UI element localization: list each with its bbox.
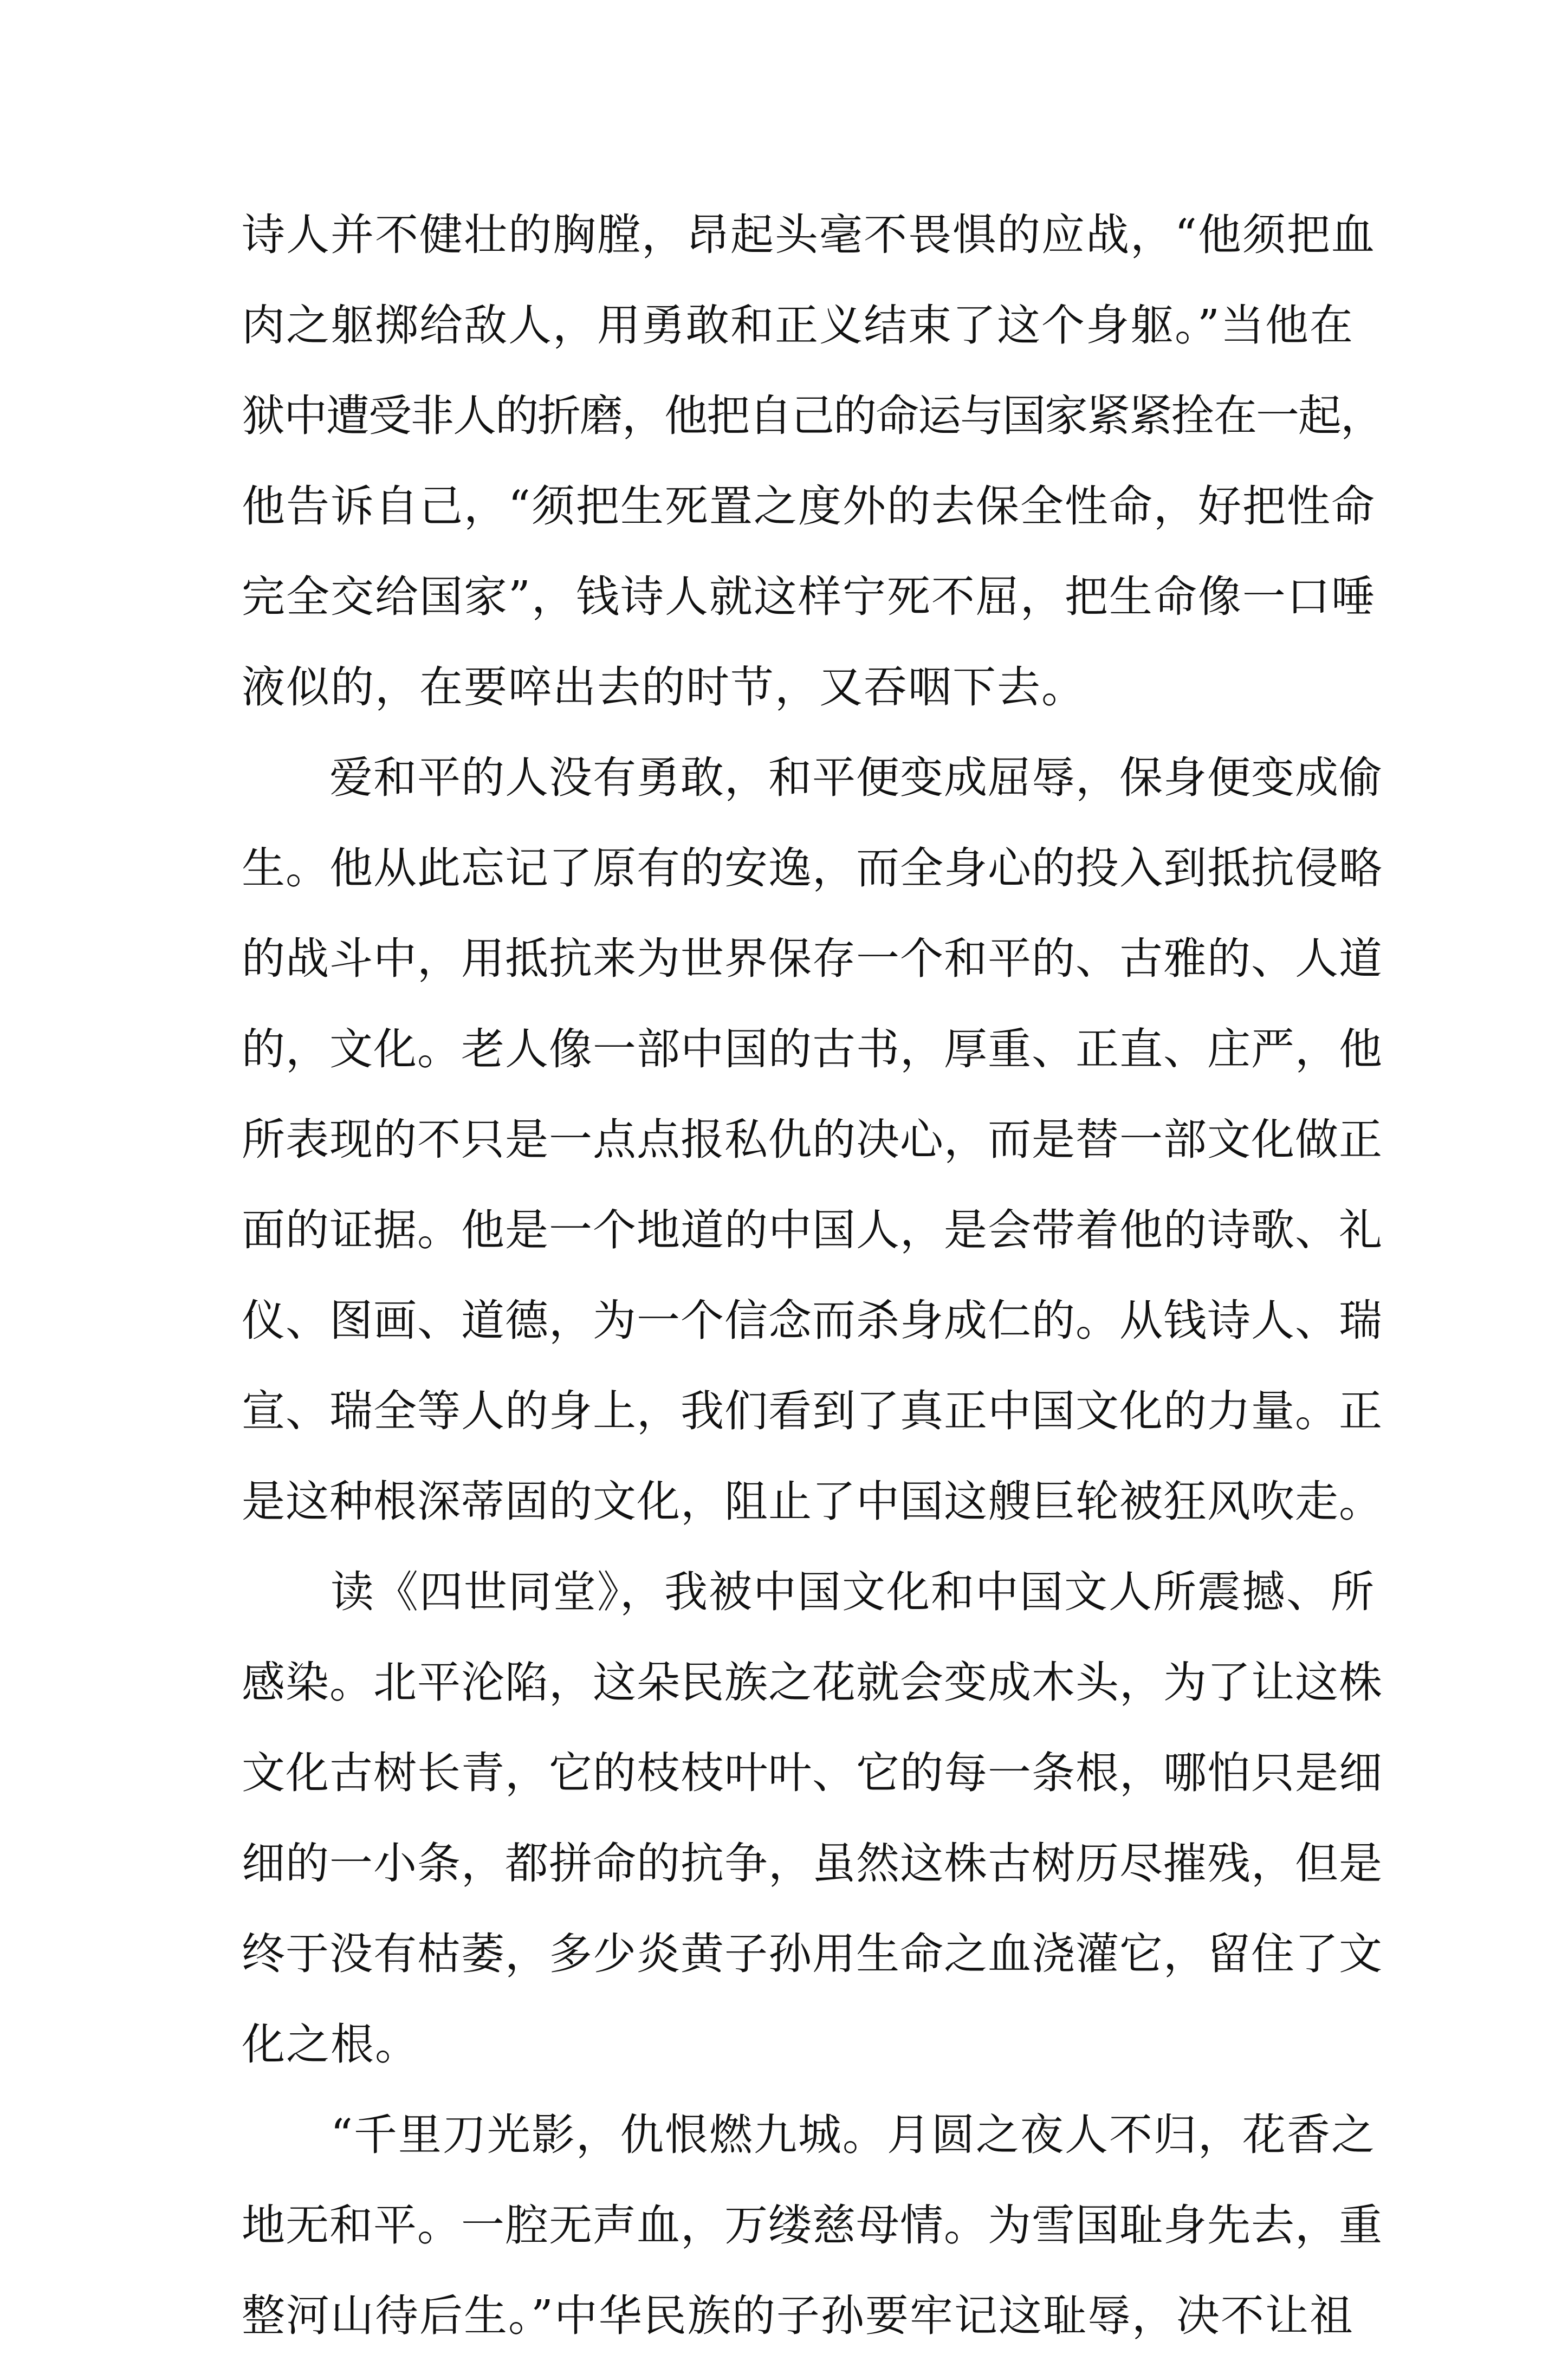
text-line: 地无和平。一腔无声血，万缕慈母情。为雪国耻身先去，重 — [242, 2200, 1383, 2250]
text-line: 文化古树长青，它的枝枝叶叶、它的每一条根，哪怕只是细 — [242, 1748, 1383, 1798]
text-line: 宣、瑞全等人的身上，我们看到了真正中国文化的力量。正 — [242, 1386, 1383, 1436]
text-line: 终于没有枯萎，多少炎黄子孙用生命之血浇灌它，留住了文 — [242, 1929, 1383, 1979]
text-line: 肉之躯掷给敌人，用勇敢和正义结束了这个身躯。”当他在 — [242, 300, 1354, 351]
text-line: 整河山待后生。”中华民族的子孙要牢记这耻辱，决不让祖 — [242, 2291, 1354, 2341]
text-line: 他告诉自己，“须把生死置之度外的去保全性命，好把性命 — [242, 481, 1376, 531]
text-line: 是这种根深蒂固的文化，阻止了中国这艘巨轮被狂风吹走。 — [242, 1476, 1383, 1527]
text-line: 读《四世同堂》，我被中国文化和中国文人所震撼、所 — [242, 1567, 1375, 1617]
text-line: 所表现的不只是一点点报私仇的决心，而是替一部文化做正 — [242, 1114, 1383, 1165]
body-text — [242, 190, 1390, 2361]
text-line: 的，文化。老人像一部中国的古书，厚重、正直、庄严，他 — [242, 1024, 1383, 1074]
text-line: 的战斗中，用抵抗来为世界保存一个和平的、古雅的、人道 — [242, 933, 1383, 984]
text-line: 完全交给国家”，钱诗人就这样宁死不屈，把生命像一口唾 — [242, 572, 1376, 622]
text-line: 狱中遭受非人的折磨，他把自己的命运与国家紧紧拴在一起， — [242, 391, 1383, 441]
text-line: 仪、图画、道德，为一个信念而杀身成仁的。从钱诗人、瑞 — [242, 1295, 1383, 1346]
text-line: 感染。北平沦陷，这朵民族之花就会变成木头，为了让这株 — [242, 1657, 1383, 1708]
text-line: “千里刀光影，仇恨燃九城。月圆之夜人不归，花香之 — [242, 2110, 1376, 2160]
text-line: 化之根。 — [242, 2019, 419, 2070]
text-line: 诗人并不健壮的胸膛，昂起头毫不畏惧的应战，“他须把血 — [242, 210, 1376, 260]
text-line: 细的一小条，都拼命的抗争，虽然这株古树历尽摧残，但是 — [242, 1838, 1383, 1889]
text-line: 液似的，在要啐出去的时节，又吞咽下去。 — [242, 662, 1086, 712]
text-line: 爱和平的人没有勇敢，和平便变成屈辱，保身便变成偷 — [242, 753, 1383, 803]
text-line: 生。他从此忘记了原有的安逸，而全身心的投入到抵抗侵略 — [242, 843, 1383, 893]
text-line: 面的证据。他是一个地道的中国人，是会带着他的诗歌、礼 — [242, 1205, 1383, 1255]
